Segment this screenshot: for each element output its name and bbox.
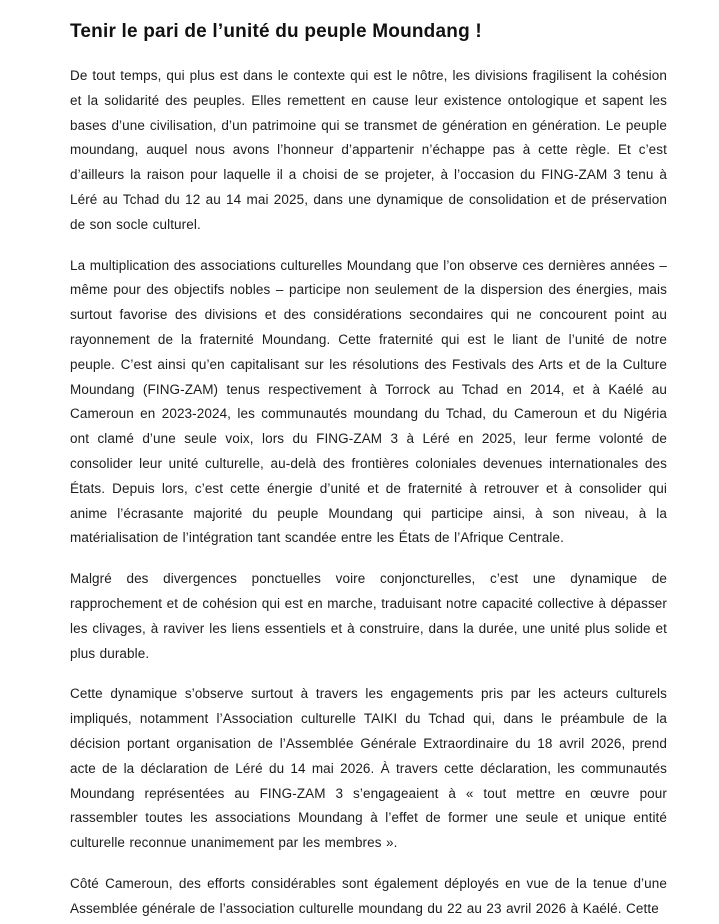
paragraph-1: De tout temps, qui plus est dans le contexte qui est le nôtre, les divisions fragilisent la cohésion et la solidarité des peuples. Elles remettent en cause leur existence ontologique et sapent les bases d’une civilisation, d’un patrimoine qui se transmet de génération en génération. Le peuple moundang, auquel nous avons l’honneur d’appartenir n’échappe pas à cette règle. Et c’est d’ailleurs la raison pour laquelle il a choisi de se projeter, à l’occasion du FING-ZAM 3 tenu à Léré au Tchad du 12 au 14 mai 2025, dans une dynamique de consolidation et de préservation de son socle culturel. <box>70 68 667 232</box>
document-title: Tenir le pari de l’unité du peuple Moundang ! <box>70 21 482 42</box>
paragraph-5-truncated: Côté Cameroun, des efforts considérables sont également déployés en vue de la tenue d’une Assemblée générale de l’association culturelle moundang du 22 au 23 avril 2026 à Kaélé. Cette <box>70 875 667 916</box>
paragraph-3: Malgré des divergences ponctuelles voire conjoncturelles, c’est une dynamique de rapprochement et de cohésion qui est en marche, traduisant notre capacité collective à dépasser les clivages, à raviver les liens essentiels et à construire, dans la durée, une unité plus solide et plus durable. <box>70 571 667 661</box>
paragraph-2: La multiplication des associations culturelles Moundang que l’on observe ces dernières années – même pour des objectifs nobles – participe non seulement de la dispersion des énergies, mais surtout favorise des divisions et des considérations secondaires qui ne concourent point au rayonnement de la fraternité Moundang. Cette fraternité qui est le liant de l’unité de notre peuple. C’est ainsi qu’en capitalisant sur les résolutions des Festivals des Arts et de la Culture Moundang (FING-ZAM) tenus respectivement à Torrock au Tchad en 2014, et à Kaélé au Cameroun en 2023-2024, les communautés moundang du Tchad, du Cameroun et du Nigéria ont clamé d’une seule voix, lors du FING-ZAM 3 à Léré en 2025, leur ferme volonté de consolider leur unité culturelle, au-delà des frontières coloniales devenues internationales des États. Depuis lors, c’est cette énergie d’unité et de fraternité à retrouver et à consolider qui anime l’écrasante majorité du peuple Moundang qui participe ainsi, à son niveau, à la matérialisation de l’intégration tant scandée entre les États de l’Afrique Centrale. <box>70 257 667 546</box>
paragraph-4: Cette dynamique s’observe surtout à travers les engagements pris par les acteurs culturels impliqués, notamment l’Association culturelle TAIKI du Tchad qui, dans le préambule de la décision portant organisation de l’Assemblée Générale Extraordinaire du 18 avril 2026, prend acte de la déclaration de Léré du 14 mai 2026. À travers cette déclaration, les communautés Moundang représentées au FING-ZAM 3 s’engageaient à « tout mettre en œuvre pour rassembler toutes les associations Moundang à l’effet de former une seule et unique entité culturelle reconnue unanimement par les membres ». <box>70 686 667 851</box>
